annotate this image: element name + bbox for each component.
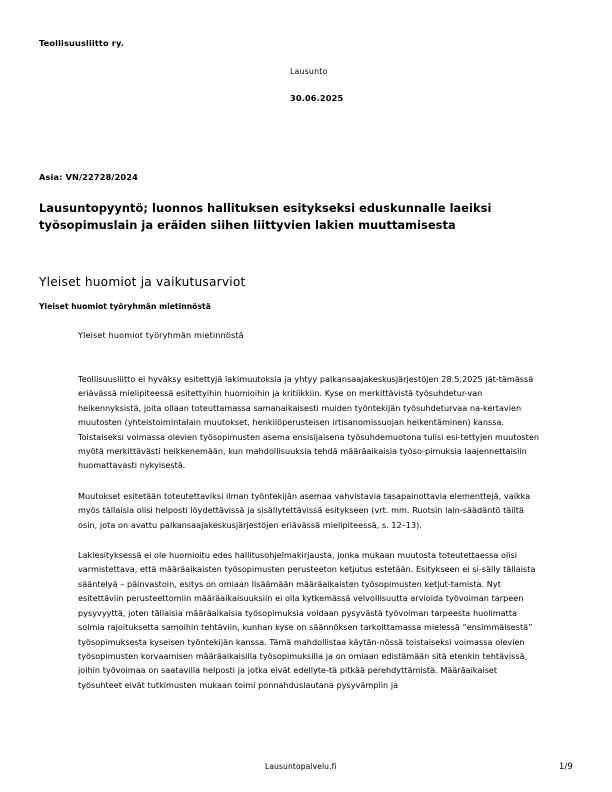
subject-reference: Asia: VN/22728/2024 [39,172,138,182]
answer-body [78,372,543,692]
answer-paragraph: Lakiesityksessä ei ole huomioitu edes hallitusohjelmakirjausta, jonka mukaan muutosta toteutettaessa olisi varmistettava, että määräaikaisten työsopimusten perusteeton ketjutus estetään. Esitykseen ei si-sälly tällaista sääntelyä – päinvastoin, esitys on omiaan lisäämään määräaikaisten työsopimusten ketjut-tamista. Nyt esitettäviin perusteettomiin määräaikaisuuksiin ei olla kytkemässä velvollisuutta arvioida työvoiman tarpeen pysyvyyttä, joten tällaisia määräaikaisia työsopimuksia voidaan pysyvästä työvoiman tarpeesta huolimatta solmia rajoituksetta samoihin tehtäviin, kunhan kyse on säännöksen tarkoittamassa mielessä “ensimmäisestä” työsopimuksesta kyseisen työntekijän kanssa. Tämä mahdollistaa käytän-nössä toistaiseksi voimassa olevien työsopimusten korvaamisen määräaikaisilla työsopimuksilla ja on omiaan edistämään sitä etenkin tehtävissä, joihin työvoimaa on saatavilla helposti ja jotka eivät edellyte-tä pitkää perehdyttämistä. Määräaikaiset työsuhteet eivät tutkimusten mukaan toimi ponnahduslautana pysyvämpiin ja [78,550,536,690]
document-meta [290,66,540,104]
document-date: 30.06.2025 [290,93,344,103]
organization-name: Teollisuusliitto ry. [39,38,124,48]
answer-paragraph: Teollisuusliitto ei hyväksy esitettyjä lakimuutoksia ja yhtyy palkansaajakeskusjärjestöjen 28.5.2025 jät-tämässä eriävässä mielipiteessä esitettyihin huomioihin ja kritiikkiin. Kyse on merkittävistä työsuhdetur-van heikennyksistä, joita ollaan toteuttamassa samanaikaisesti muiden työntekijän työsuhdeturvaa na-kertavien muutosten (yhteistoimintalain muutokset, henkilöperusteisen irtisanomissuojan heikentäminen) kanssa. Toistaiseksi voimassa olevien työsopimusten asema ensisijaisena työsuhdemuotona tulisi esi-tettyjen muutosten myötä merkittävästi heikkenemään, kun mahdollisuuksia tehdä määräaikaisia työso-pimuksia laajennettaisiin huomattavasti nykyisestä. [78,374,540,471]
page-footer [0,762,612,778]
section-heading-primary: Yleiset huomiot ja vaikutusarviot [39,275,246,289]
footer-brand: Lausuntopalvelu.fi [265,762,337,771]
question-prompt: Yleiset huomiot työryhmän mietinnöstä [78,330,244,340]
answer-paragraph: Muutokset esitetään toteutettaviksi ilman työntekijän asemaa vahvistavia tasapainottavia elementtejä, vaikka myös tällaisia olisi helposti löydettävissä ja sisällytettävissä esitykseen (vrt. mm. Ruotsin lain-säädäntö täiltä osin, jota on avattu palkansaajakeskusjärjestöjen eriävässä mielipiteessä, s. 12–13). [78,490,531,530]
document-kind-label: Lausunto [290,67,328,76]
section-heading-secondary: Yleiset huomiot työryhmän mietinnöstä [39,302,211,311]
page-title: Lausuntopyyntö; luonnos hallituksen esitykseksi eduskunnalle laeiksi työsopimuslain ja eräiden siihen liittyvien lakien muuttamisesta [39,201,492,232]
page-number: 1/9 [558,762,573,772]
